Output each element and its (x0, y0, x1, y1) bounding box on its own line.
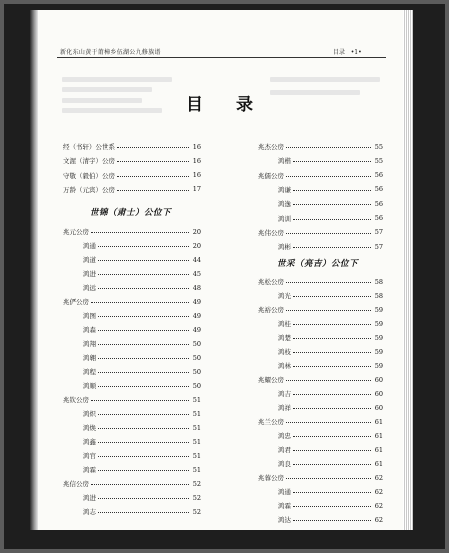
running-header-title: 新化东山黄于莆樟乡伍湖公九修族谱 (60, 49, 161, 56)
toc-entry-name: 鸿霖 (278, 502, 291, 510)
toc-entry (258, 473, 383, 482)
toc-page-number: 16 (192, 142, 201, 151)
toc-sub-entry (278, 487, 383, 496)
toc-leader-dots (286, 176, 371, 177)
toc-sub-entry (83, 423, 201, 432)
toc-entry-name: 兆松公房 (258, 278, 284, 286)
toc-entry-name: 兆俨公房 (63, 298, 89, 306)
toc-page-number: 59 (374, 347, 383, 356)
toc-page-number: 59 (374, 305, 383, 314)
toc-entry (63, 142, 201, 151)
toc-sub-entry (83, 241, 201, 250)
toc-entry-name: 鸿忠 (278, 432, 291, 440)
toc-entry-name: 鸿彬 (278, 243, 291, 252)
header-page-number: •1• (350, 49, 362, 56)
toc-leader-dots (293, 464, 371, 465)
toc-entry-name: 鸿远 (83, 284, 96, 292)
toc-sub-entry (278, 431, 383, 440)
toc-leader-dots (98, 246, 189, 247)
toc-entry-name: 万龄（元宾）公房 (63, 185, 115, 194)
toc-entry-name: 鸿图 (83, 312, 96, 320)
toc-page-number: 50 (192, 367, 201, 376)
toc-entry-name: 经（书轩）公世系 (63, 143, 115, 151)
toc-page-number: 61 (374, 417, 383, 426)
toc-leader-dots (293, 247, 371, 248)
toc-leader-dots (117, 190, 189, 191)
toc-entry-name: 鸿逸 (278, 200, 291, 209)
toc-page-number: 52 (192, 507, 201, 516)
toc-page-number: 59 (374, 319, 383, 328)
toc-entry (258, 305, 383, 314)
toc-leader-dots (98, 512, 189, 513)
toc-entry-name: 鸿祥 (278, 404, 291, 412)
toc-sub-entry (278, 199, 383, 208)
toc-sub-entry (83, 465, 201, 474)
toc-page-number: 62 (374, 501, 383, 510)
toc-entry-name: 鸿桂 (278, 320, 291, 328)
toc-leader-dots (98, 344, 189, 345)
toc-entry-name: 鸿进 (83, 494, 96, 502)
toc-entry-name: 兆杰公房 (258, 143, 284, 151)
toc-sub-entry (278, 185, 383, 194)
header-rule (57, 57, 386, 58)
toc-leader-dots (98, 358, 189, 359)
toc-sub-entry (278, 403, 383, 412)
toc-leader-dots (293, 492, 371, 493)
toc-entry (258, 417, 383, 426)
toc-page-number: 44 (192, 255, 201, 264)
toc-entry-name: 文渥（清宇）公房 (63, 157, 115, 166)
toc-page-number: 55 (374, 142, 383, 151)
bleed-through-mark (270, 90, 360, 95)
toc-sub-entry (278, 291, 383, 300)
toc-leader-dots (293, 436, 371, 437)
toc-entry (258, 171, 383, 180)
toc-page-number: 60 (374, 375, 383, 384)
bleed-through-mark (270, 77, 380, 82)
toc-entry-name: 鸿光 (278, 292, 291, 300)
toc-page-number: 49 (192, 311, 201, 320)
toc-sub-entry (83, 367, 201, 376)
page-edges (403, 10, 413, 530)
toc-page-number: 51 (192, 437, 201, 446)
toc-entry-name: 兆裕公房 (258, 306, 284, 314)
toc-entry (63, 185, 201, 194)
toc-leader-dots (286, 310, 371, 311)
toc-leader-dots (98, 330, 189, 331)
toc-page-number: 49 (192, 325, 201, 334)
toc-page-number: 62 (374, 473, 383, 482)
toc-entry-name: 鸿鑫 (83, 438, 96, 446)
toc-page-number: 58 (374, 277, 383, 286)
toc-page-number: 51 (192, 451, 201, 460)
toc-page-number: 61 (374, 445, 383, 454)
toc-sub-entry (278, 501, 383, 510)
bleed-through-mark (62, 87, 152, 92)
toc-page-number: 59 (374, 333, 383, 342)
header-section-label: 目录 (333, 49, 346, 56)
toc-entry (258, 142, 383, 151)
toc-leader-dots (91, 232, 189, 233)
toc-page-number: 59 (374, 361, 383, 370)
toc-leader-dots (98, 316, 189, 317)
toc-page-number: 52 (192, 479, 201, 488)
toc-entry-name: 鸿炽 (83, 410, 96, 418)
toc-page-number: 50 (192, 339, 201, 348)
toc-page-number: 20 (192, 227, 201, 236)
toc-sub-entry (83, 493, 201, 502)
toc-leader-dots (293, 204, 371, 205)
toc-sub-entry (278, 389, 383, 398)
toc-leader-dots (98, 498, 189, 499)
toc-leader-dots (91, 302, 189, 303)
section-heading-right: 世采（亮吉）公位下 (277, 259, 359, 269)
toc-leader-dots (91, 400, 189, 401)
toc-page-number: 17 (192, 185, 201, 194)
toc-leader-dots (293, 338, 371, 339)
toc-page-number: 62 (374, 487, 383, 496)
toc-entry-name: 鸿翱 (83, 354, 96, 362)
toc-entry-name: 鸿训 (278, 214, 291, 223)
toc-entry-name: 鸿程 (83, 368, 96, 376)
toc-leader-dots (286, 147, 371, 148)
toc-entry-name: 鸿达 (278, 516, 291, 524)
running-header-page (333, 47, 362, 56)
toc-page-number: 62 (374, 515, 383, 524)
toc-entry-name: 鸿通 (278, 488, 291, 496)
toc-sub-entry (83, 409, 201, 418)
toc-entry-name: 鸿道 (83, 256, 96, 264)
toc-entry-name: 兆耀公房 (258, 376, 284, 384)
toc-leader-dots (293, 296, 371, 297)
toc-entry-name: 鸿顺 (83, 382, 96, 390)
toc-leader-dots (293, 506, 371, 507)
toc-page-number: 16 (192, 171, 201, 180)
toc-sub-entry (278, 445, 383, 454)
toc-entry-name: 兆元公房 (63, 228, 89, 236)
toc-page-number: 57 (374, 242, 383, 251)
toc-entry (63, 479, 201, 488)
toc-page-number: 49 (192, 297, 201, 306)
toc-entry-name: 守敬（毅伯）公房 (63, 171, 115, 180)
toc-page-number: 51 (192, 409, 201, 418)
toc-leader-dots (98, 470, 189, 471)
bleed-through-mark (62, 77, 172, 82)
toc-leader-dots (286, 478, 371, 479)
toc-page-number: 51 (192, 423, 201, 432)
toc-leader-dots (293, 352, 371, 353)
toc-page-number: 55 (374, 156, 383, 165)
toc-leader-dots (98, 386, 189, 387)
toc-leader-dots (293, 408, 371, 409)
toc-page-number: 52 (192, 493, 201, 502)
toc-sub-entry (278, 459, 383, 468)
toc-leader-dots (293, 219, 371, 220)
toc-leader-dots (293, 161, 371, 162)
toc-leader-dots (293, 520, 371, 521)
toc-entry-name: 鸿楚 (278, 334, 291, 342)
toc-sub-entry (278, 214, 383, 223)
toc-entry-name: 鸿志 (83, 508, 96, 516)
toc-sub-entry (83, 381, 201, 390)
toc-leader-dots (286, 233, 371, 234)
toc-page-number: 56 (374, 171, 383, 180)
toc-page-number: 45 (192, 269, 201, 278)
toc-leader-dots (98, 274, 189, 275)
toc-page-number: 61 (374, 431, 383, 440)
toc-leader-dots (98, 414, 189, 415)
toc-leader-dots (91, 484, 189, 485)
toc-entry-name: 鸿霖 (83, 466, 96, 474)
toc-entry-name: 鸿焕 (83, 424, 96, 432)
toc-page-number: 51 (192, 395, 201, 404)
toc-entry-name: 兆信公房 (63, 480, 89, 488)
toc-leader-dots (293, 324, 371, 325)
section-heading-left: 世锦（肃士）公位下 (90, 208, 172, 218)
toc-sub-entry (83, 283, 201, 292)
toc-entry (258, 228, 383, 237)
toc-sub-entry (83, 353, 201, 362)
toc-sub-entry (83, 507, 201, 516)
toc-entry-name: 鸿吉 (278, 390, 291, 398)
toc-leader-dots (98, 288, 189, 289)
toc-entry-name: 鸿君 (278, 446, 291, 454)
toc-page-number: 16 (192, 156, 201, 165)
bleed-through-mark (62, 108, 162, 113)
toc-entry-name: 鸿翔 (83, 340, 96, 348)
toc-entry-name: 鸿官 (83, 452, 96, 460)
toc-sub-entry (278, 515, 383, 524)
toc-entry (63, 227, 201, 236)
toc-entry-name: 鸿进 (83, 270, 96, 278)
toc-leader-dots (286, 282, 371, 283)
toc-page-number: 56 (374, 185, 383, 194)
toc-page-number: 60 (374, 403, 383, 412)
toc-entry-name: 鸿林 (278, 362, 291, 370)
toc-entry-name: 鸿枝 (278, 348, 291, 356)
toc-entry (63, 156, 201, 165)
toc-page-number: 60 (374, 389, 383, 398)
toc-entry (63, 395, 201, 404)
toc-entry (258, 277, 383, 286)
toc-entry-name: 兆兰公房 (258, 418, 284, 426)
toc-sub-entry (83, 325, 201, 334)
toc-entry-name: 兆儒公房 (258, 171, 284, 180)
toc-entry-name: 兆伟公房 (258, 228, 284, 237)
toc-page-number: 57 (374, 228, 383, 237)
toc-sub-entry (278, 347, 383, 356)
toc-page-number: 56 (374, 214, 383, 222)
toc-leader-dots (117, 176, 189, 177)
toc-leader-dots (293, 190, 371, 191)
toc-sub-entry (83, 311, 201, 320)
toc-sub-entry (83, 255, 201, 264)
toc-entry (63, 297, 201, 306)
page-title-char-1: 目 (186, 95, 203, 115)
toc-leader-dots (98, 442, 189, 443)
toc-leader-dots (293, 394, 371, 395)
toc-page-number: 50 (192, 353, 201, 362)
toc-leader-dots (98, 260, 189, 261)
toc-entry-name: 鸿楷 (278, 157, 291, 166)
toc-entry-name: 鸿通 (83, 242, 96, 250)
toc-page-number: 48 (192, 283, 201, 292)
toc-sub-entry (278, 333, 383, 342)
toc-entry-name: 鸿谦 (278, 185, 291, 194)
toc-leader-dots (98, 372, 189, 373)
toc-page-number: 51 (192, 465, 201, 474)
toc-entry-name: 鸿森 (83, 326, 96, 334)
toc-entry (258, 375, 383, 384)
toc-sub-entry (278, 242, 383, 251)
toc-leader-dots (286, 380, 371, 381)
toc-page-number: 50 (192, 381, 201, 390)
bleed-through-mark (62, 98, 142, 103)
toc-sub-entry (83, 339, 201, 348)
toc-sub-entry (278, 156, 383, 165)
toc-sub-entry (278, 361, 383, 370)
toc-page-number: 58 (374, 291, 383, 300)
toc-page-number: 56 (374, 199, 383, 208)
toc-sub-entry (83, 451, 201, 460)
toc-sub-entry (83, 437, 201, 446)
book-spine (30, 10, 38, 530)
toc-sub-entry (83, 269, 201, 278)
toc-page-number: 61 (374, 459, 383, 468)
toc-leader-dots (98, 428, 189, 429)
toc-leader-dots (293, 450, 371, 451)
toc-leader-dots (117, 161, 189, 162)
page-title-char-2: 录 (236, 95, 253, 115)
toc-entry-name: 兆钦公房 (63, 396, 89, 404)
toc-leader-dots (293, 366, 371, 367)
toc-entry (63, 171, 201, 180)
toc-sub-entry (278, 319, 383, 328)
toc-page-number: 20 (192, 241, 201, 250)
toc-entry-name: 兆蓉公房 (258, 474, 284, 482)
toc-leader-dots (98, 456, 189, 457)
toc-leader-dots (117, 147, 189, 148)
toc-entry-name: 鸿良 (278, 460, 291, 468)
toc-leader-dots (286, 422, 371, 423)
